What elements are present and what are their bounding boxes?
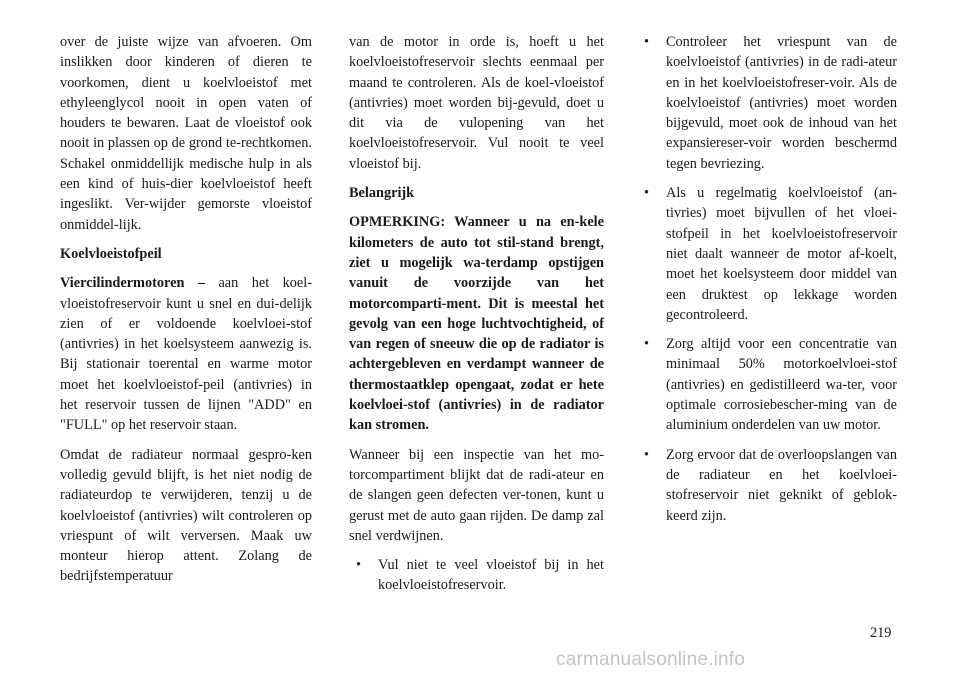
column-left xyxy=(60,32,312,596)
bullet-icon: • xyxy=(356,557,362,574)
section-heading-coolant-level: Koelvloeistofpeil xyxy=(60,245,162,262)
bullet-icon: • xyxy=(644,336,650,353)
list-item-text: Zorg ervoor dat de overloopslangen van de radiateur en het koelvloei-stofreservoir niet geknikt of geblok-keerd zijn. xyxy=(666,446,897,524)
column-middle xyxy=(349,32,604,605)
runin-heading: Viercilindermotoren – xyxy=(60,275,205,292)
paragraph-radiator-cap: Omdat de radiateur normaal gespro-ken volledig gevuld blijft, is het niet nodig de radiateurdop te verwijderen, tenzij u de koelvloeistof (antivries) wilt controleren op vriespunt of wilt verversen. Maak uw monteur hierop attent. Zolang de bedrijfstemperatuur xyxy=(60,446,312,585)
section-heading-important: Belangrijk xyxy=(349,185,415,202)
column-right xyxy=(637,32,897,535)
list-item xyxy=(349,555,604,596)
list-item xyxy=(637,445,897,526)
bullet-list-right xyxy=(637,32,897,526)
paragraph-disposal: over de juiste wijze van afvoeren. Om inslikken door kinderen of dieren te voorkomen, dient u koelvloeistof met ethyleenglycol nooit in open vaten of houders te bewaren. Laat de vloeistof ook nooit in plassen op de grond te-rechtkomen. Schakel onmiddellijk medische hulp in als een kind of huis-dier koelvloeistof heeft ingeslikt. Ver-wijder gemorste vloeistof onmiddel-lijk. xyxy=(60,34,312,233)
watermark: carmanualsonline.info xyxy=(556,649,746,670)
list-item xyxy=(637,183,897,325)
paragraph-four-cylinder xyxy=(60,273,312,435)
list-item xyxy=(637,32,897,174)
list-item-text: Als u regelmatig koelvloeistof (an-tivries) moet bijvullen of het vloei-stofpeil in het koelvloeistofreservoir niet daalt wanneer de motor af-koelt, moet het koelsysteem door middel van een druktest op lekkage worden gecontroleerd. xyxy=(666,185,897,323)
paragraph-inspection: Wanneer bij een inspectie van het mo-torcompartiment blijkt dat de radi-ateur en de slangen geen defecten ver-tonen, kunt u gerust met de auto gaan rijden. De damp zal snel verdwijnen. xyxy=(349,446,604,544)
list-item xyxy=(637,334,897,435)
bullet-icon: • xyxy=(644,34,650,50)
list-item-text: Zorg altijd voor een concentratie van minimaal 50% motorkoelvloei-stof (antivries) en gedistilleerd wa-ter, voor optimale corrosiebescher-ming van de aluminium onderdelen van uw motor. xyxy=(666,336,897,434)
note-steam: OPMERKING: Wanneer u na en-kele kilometers de auto tot stil-stand brengt, ziet u mogelijk wa-terdamp opstijgen vanuit de voorzijde van het motorcomparti-ment. Dit is meestal het gevolg van een hoge luchtvochtigheid, of van regen of sneeuw die op de radiator is achtergebleven en verdampt wanneer de thermostaatklep opengaat, zodat er hete koelvloei-stof (antivries) in de radiator kan stromen. xyxy=(349,214,604,434)
bullet-icon: • xyxy=(644,446,650,463)
page-number: 219 xyxy=(870,625,892,641)
list-item-text: Controleer het vriespunt van de koelvloeistof (antivries) in de radi-ateur en in het koelvloeistofreser-voir. Als de koelvloeistof (antivries) moet worden bijgevuld, moet ook de inhoud van het expansiereser-voir worden beschermd tegen bevriezing. xyxy=(666,34,897,172)
bullet-icon: • xyxy=(644,185,650,202)
paragraph-check-monthly: van de motor in orde is, hoeft u het koelvloeistofreservoir slechts eenmaal per maand te controleren. Als de koel-vloeistof (antivries) moet worden bij-gevuld, doet u dit via de vulopening van het koelvloeistofreservoir. Vul nooit te veel vloeistof bij. xyxy=(349,34,604,172)
list-item-text: Vul niet te veel vloeistof bij in het koelvloeistofreservoir. xyxy=(378,557,604,594)
paragraph-four-cylinder-text: aan het koel-vloeistofreservoir kunt u snel en dui-delijk zien of er voldoende koelvloei-stof (antivries) in het koelsysteem aanwezig is. Bij stationair toerental en warme motor moet het koelvloeistof-peil (antivries) in het reservoir tussen de lijnen "ADD" en "FULL" op het reservoir staan. xyxy=(60,275,312,434)
bullet-list-middle xyxy=(349,555,604,596)
